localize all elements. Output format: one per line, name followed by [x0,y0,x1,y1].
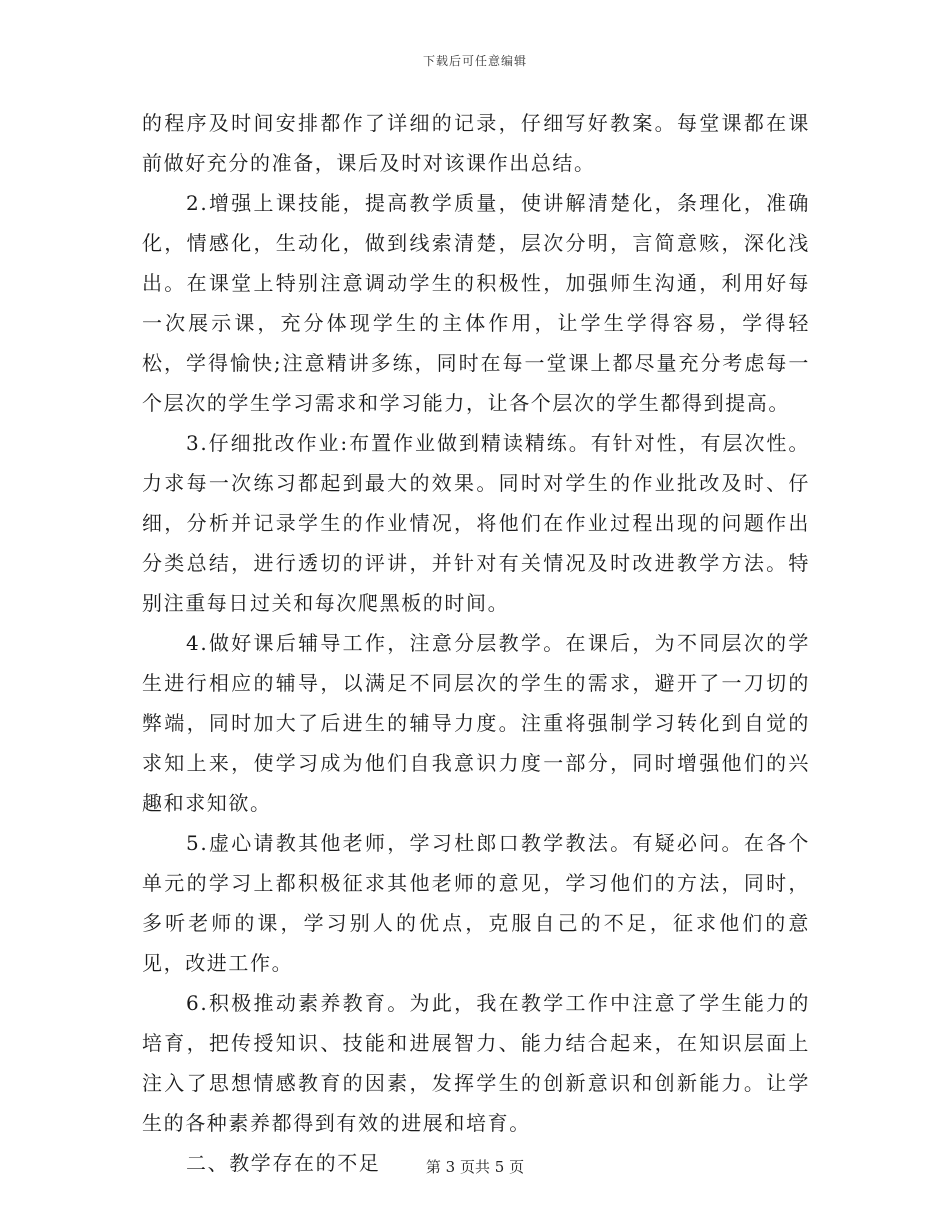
page-footer: 第 3 页共 5 页 [425,1158,525,1176]
paragraph-item-3: 3.仔细批改作业:布置作业做到精读精练。有针对性，有层次性。力求每一次练习都起到最大的效果。同时对学生的作业批改及时、仔细，分析并记录学生的作业情况，将他们在作业过程出现的问题作出分类总结，进行透切的评讲，并针对有关情况及时改进教学方法。特别注重每日过关和每次爬黑板的时间。 [142,431,810,615]
paragraph-item-6: 6.积极推动素养教育。为此，我在教学工作中注意了学生能力的培育，把传授知识、技能和进展智力、能力结合起来，在知识层面上注入了思想情感教育的因素，发挥学生的创新意识和创新能力。让学生的各种素养都得到有效的进展和培育。 [142,991,810,1135]
paragraph-item-2: 2.增强上课技能，提高教学质量，使讲解清楚化，条理化，准确化，情感化，生动化，做到线索清楚，层次分明，言简意赅，深化浅出。在课堂上特别注意调动学生的积极性，加强师生沟通，利用好每一次展示课，充分体现学生的主体作用，让学生学得容易，学得轻松，学得愉快;注意精讲多练，同时在每一堂课上都尽量充分考虑每一个层次的学生学习需求和学习能力，让各个层次的学生都得到提高。 [142,191,810,415]
paragraph-item-5: 5.虚心请教其他老师，学习杜郎口教学教法。有疑必问。在各个单元的学习上都积极征求其他老师的意见，学习他们的方法，同时，多听老师的课，学习别人的优点，克服自己的不足，征求他们的意见，改进工作。 [142,831,810,975]
paragraph-item-4: 4.做好课后辅导工作，注意分层教学。在课后，为不同层次的学生进行相应的辅导，以满足不同层次的学生的需求，避开了一刀切的弊端，同时加大了后进生的辅导力度。注重将强制学习转化到自觉的求知上来，使学习成为他们自我意识力度一部分，同时增强他们的兴趣和求知欲。 [142,631,810,815]
paragraph-continued: 的程序及时间安排都作了详细的记录，仔细写好教案。每堂课都在课前做好充分的准备，课后及时对该课作出总结。 [142,111,810,175]
body-text [142,103,810,1183]
section-heading: 二、教学存在的不足 [186,1151,381,1175]
page-header: 下载后可任意编辑 [422,54,527,68]
